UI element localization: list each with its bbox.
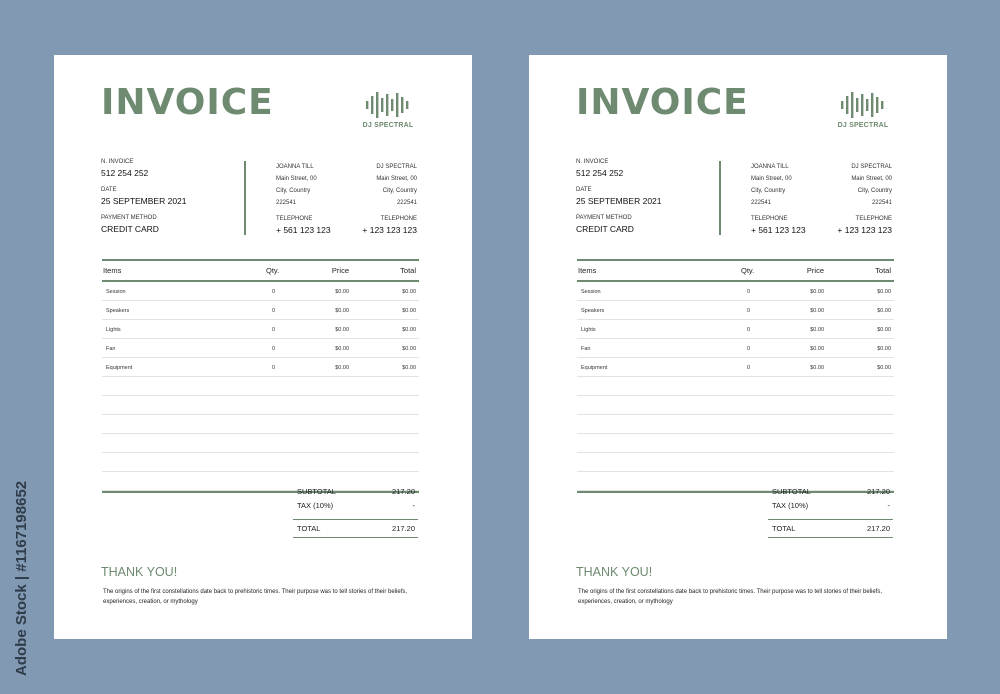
invoice-number-label: N. INVOICE: [101, 159, 134, 165]
table-row: [102, 453, 419, 472]
row-price: $0.00: [810, 365, 824, 371]
brand-logo: [360, 91, 416, 129]
row-qty: 0: [272, 346, 276, 352]
row-item: Speakers: [581, 308, 605, 314]
sound-wave-icon: [840, 91, 886, 119]
tax-label: TAX (10%): [772, 501, 809, 510]
row-total: $0.00: [877, 289, 891, 295]
tax-row: [768, 499, 893, 513]
row-qty: 0: [272, 327, 276, 333]
to-phone: + 123 123 123: [362, 225, 417, 235]
logo-text: DJ SPECTRAL: [362, 122, 414, 129]
table-row: [102, 396, 419, 415]
row-price: $0.00: [335, 289, 349, 295]
table-row: [102, 434, 419, 453]
from-street: Main Street, 00: [751, 176, 792, 182]
row-item: Lights: [106, 327, 121, 333]
row-qty: 0: [272, 308, 276, 314]
table-row: [577, 301, 894, 320]
table-row: [102, 301, 419, 320]
invoice-date: 25 SEPTEMBER 2021: [101, 196, 187, 206]
column-qty: Qty.: [741, 266, 755, 275]
subtotal-row: [293, 485, 418, 499]
total-row: [768, 519, 893, 538]
to-street: Main Street, 00: [851, 176, 892, 182]
table-row: [102, 377, 419, 396]
row-price: $0.00: [335, 346, 349, 352]
from-zip: 222541: [276, 200, 297, 206]
from-city: City, Country: [751, 188, 786, 194]
totals-block: [293, 485, 418, 538]
bill-to-address: [812, 161, 892, 235]
footer-note: The origins of the first constellations date back to prehistoric times. Their purpose was to tell stories of their beliefs, experiences, creation, or mythology: [103, 589, 408, 605]
invoice-meta: [101, 159, 231, 243]
row-item: Equipment: [581, 365, 608, 371]
invoice-date: 25 SEPTEMBER 2021: [576, 196, 662, 206]
subtotal-value: 217.20: [867, 487, 890, 496]
subtotal-label: SUBTOTAL: [297, 487, 336, 496]
column-items: Items: [578, 266, 597, 275]
column-price: Price: [806, 266, 824, 275]
table-row: [577, 434, 894, 453]
row-total: $0.00: [402, 346, 416, 352]
total-label: TOTAL: [297, 524, 321, 533]
row-price: $0.00: [335, 365, 349, 371]
bill-to-address: [337, 161, 417, 235]
row-item: Speakers: [106, 308, 130, 314]
footer-note: The origins of the first constellations date back to prehistoric times. Their purpose was to tell stories of their beliefs, experiences, creation, or mythology: [578, 589, 883, 605]
invoice-number: 512 254 252: [576, 168, 624, 178]
total-value: 217.20: [867, 524, 890, 533]
date-label: DATE: [576, 187, 592, 193]
from-phone: + 561 123 123: [276, 225, 331, 235]
items-table: [102, 259, 419, 493]
from-street: Main Street, 00: [276, 176, 317, 182]
row-price: $0.00: [335, 327, 349, 333]
row-qty: 0: [747, 346, 751, 352]
row-total: $0.00: [402, 289, 416, 295]
table-row: [577, 396, 894, 415]
row-item: Fan: [581, 346, 591, 352]
table-row: [577, 320, 894, 339]
row-qty: 0: [747, 289, 751, 295]
table-row: [102, 415, 419, 434]
subtotal-row: [768, 485, 893, 499]
logo-text: DJ SPECTRAL: [837, 122, 889, 129]
total-value: 217.20: [392, 524, 415, 533]
divider: [719, 161, 721, 235]
table-body: [102, 282, 419, 491]
thank-you-heading: THANK YOU!: [101, 565, 178, 579]
table-row: [577, 282, 894, 301]
row-item: Equipment: [106, 365, 133, 371]
table-row: [577, 377, 894, 396]
column-price: Price: [331, 266, 349, 275]
row-qty: 0: [747, 308, 751, 314]
column-items: Items: [103, 266, 122, 275]
table-row: [102, 320, 419, 339]
items-table: [577, 259, 894, 493]
to-city: City, Country: [857, 188, 892, 194]
to-city: City, Country: [382, 188, 417, 194]
row-total: $0.00: [402, 308, 416, 314]
subtotal-label: SUBTOTAL: [772, 487, 811, 496]
column-total: Total: [400, 266, 416, 275]
row-item: Lights: [581, 327, 596, 333]
table-header: [577, 259, 894, 282]
row-price: $0.00: [810, 327, 824, 333]
stock-watermark-id: Adobe Stock | #1167198652: [13, 480, 30, 676]
payment-method-label: PAYMENT METHOD: [576, 215, 632, 221]
date-label: DATE: [101, 187, 117, 193]
table-row: [577, 358, 894, 377]
thank-you-heading: THANK YOU!: [576, 565, 653, 579]
row-qty: 0: [747, 365, 751, 371]
table-body: [577, 282, 894, 491]
row-item: Fan: [106, 346, 116, 352]
to-name: DJ SPECTRAL: [851, 164, 892, 170]
row-price: $0.00: [335, 308, 349, 314]
subtotal-value: 217.20: [392, 487, 415, 496]
column-total: Total: [875, 266, 891, 275]
row-qty: 0: [272, 365, 276, 371]
to-name: DJ SPECTRAL: [376, 164, 417, 170]
invoice-number: 512 254 252: [101, 168, 149, 178]
invoice-page-left: [54, 55, 472, 639]
row-price: $0.00: [810, 289, 824, 295]
row-qty: 0: [272, 289, 276, 295]
from-phone: + 561 123 123: [751, 225, 806, 235]
payment-method: CREDIT CARD: [101, 224, 159, 234]
invoice-page-right: [529, 55, 947, 639]
invoice-title: INVOICE: [576, 82, 749, 123]
payment-method-label: PAYMENT METHOD: [101, 215, 157, 221]
from-phone-label: TELEPHONE: [751, 216, 788, 222]
from-city: City, Country: [276, 188, 311, 194]
to-phone-label: TELEPHONE: [855, 216, 892, 222]
brand-logo: [835, 91, 891, 129]
from-zip: 222541: [751, 200, 772, 206]
to-phone-label: TELEPHONE: [380, 216, 417, 222]
from-name: JOANNA TILL: [276, 164, 314, 170]
to-phone: + 123 123 123: [837, 225, 892, 235]
row-price: $0.00: [810, 308, 824, 314]
invoice-number-label: N. INVOICE: [576, 159, 609, 165]
table-row: [102, 339, 419, 358]
table-row: [577, 339, 894, 358]
table-header: [102, 259, 419, 282]
to-zip: 222541: [871, 200, 892, 206]
tax-value: -: [887, 501, 890, 510]
tax-row: [293, 499, 418, 513]
row-qty: 0: [747, 327, 751, 333]
sound-wave-icon: [365, 91, 411, 119]
row-item: Session: [581, 289, 601, 295]
row-item: Session: [106, 289, 126, 295]
row-total: $0.00: [402, 365, 416, 371]
column-qty: Qty.: [266, 266, 280, 275]
from-phone-label: TELEPHONE: [276, 216, 313, 222]
row-price: $0.00: [810, 346, 824, 352]
table-row: [102, 358, 419, 377]
total-row: [293, 519, 418, 538]
table-row: [577, 453, 894, 472]
tax-value: -: [412, 501, 415, 510]
totals-block: [768, 485, 893, 538]
to-street: Main Street, 00: [376, 176, 417, 182]
total-label: TOTAL: [772, 524, 796, 533]
row-total: $0.00: [877, 327, 891, 333]
from-name: JOANNA TILL: [751, 164, 789, 170]
payment-method: CREDIT CARD: [576, 224, 634, 234]
tax-label: TAX (10%): [297, 501, 334, 510]
row-total: $0.00: [877, 346, 891, 352]
table-row: [577, 415, 894, 434]
invoice-title: INVOICE: [101, 82, 274, 123]
row-total: $0.00: [877, 365, 891, 371]
row-total: $0.00: [402, 327, 416, 333]
to-zip: 222541: [396, 200, 417, 206]
table-row: [102, 282, 419, 301]
row-total: $0.00: [877, 308, 891, 314]
divider: [244, 161, 246, 235]
invoice-meta: [576, 159, 706, 243]
